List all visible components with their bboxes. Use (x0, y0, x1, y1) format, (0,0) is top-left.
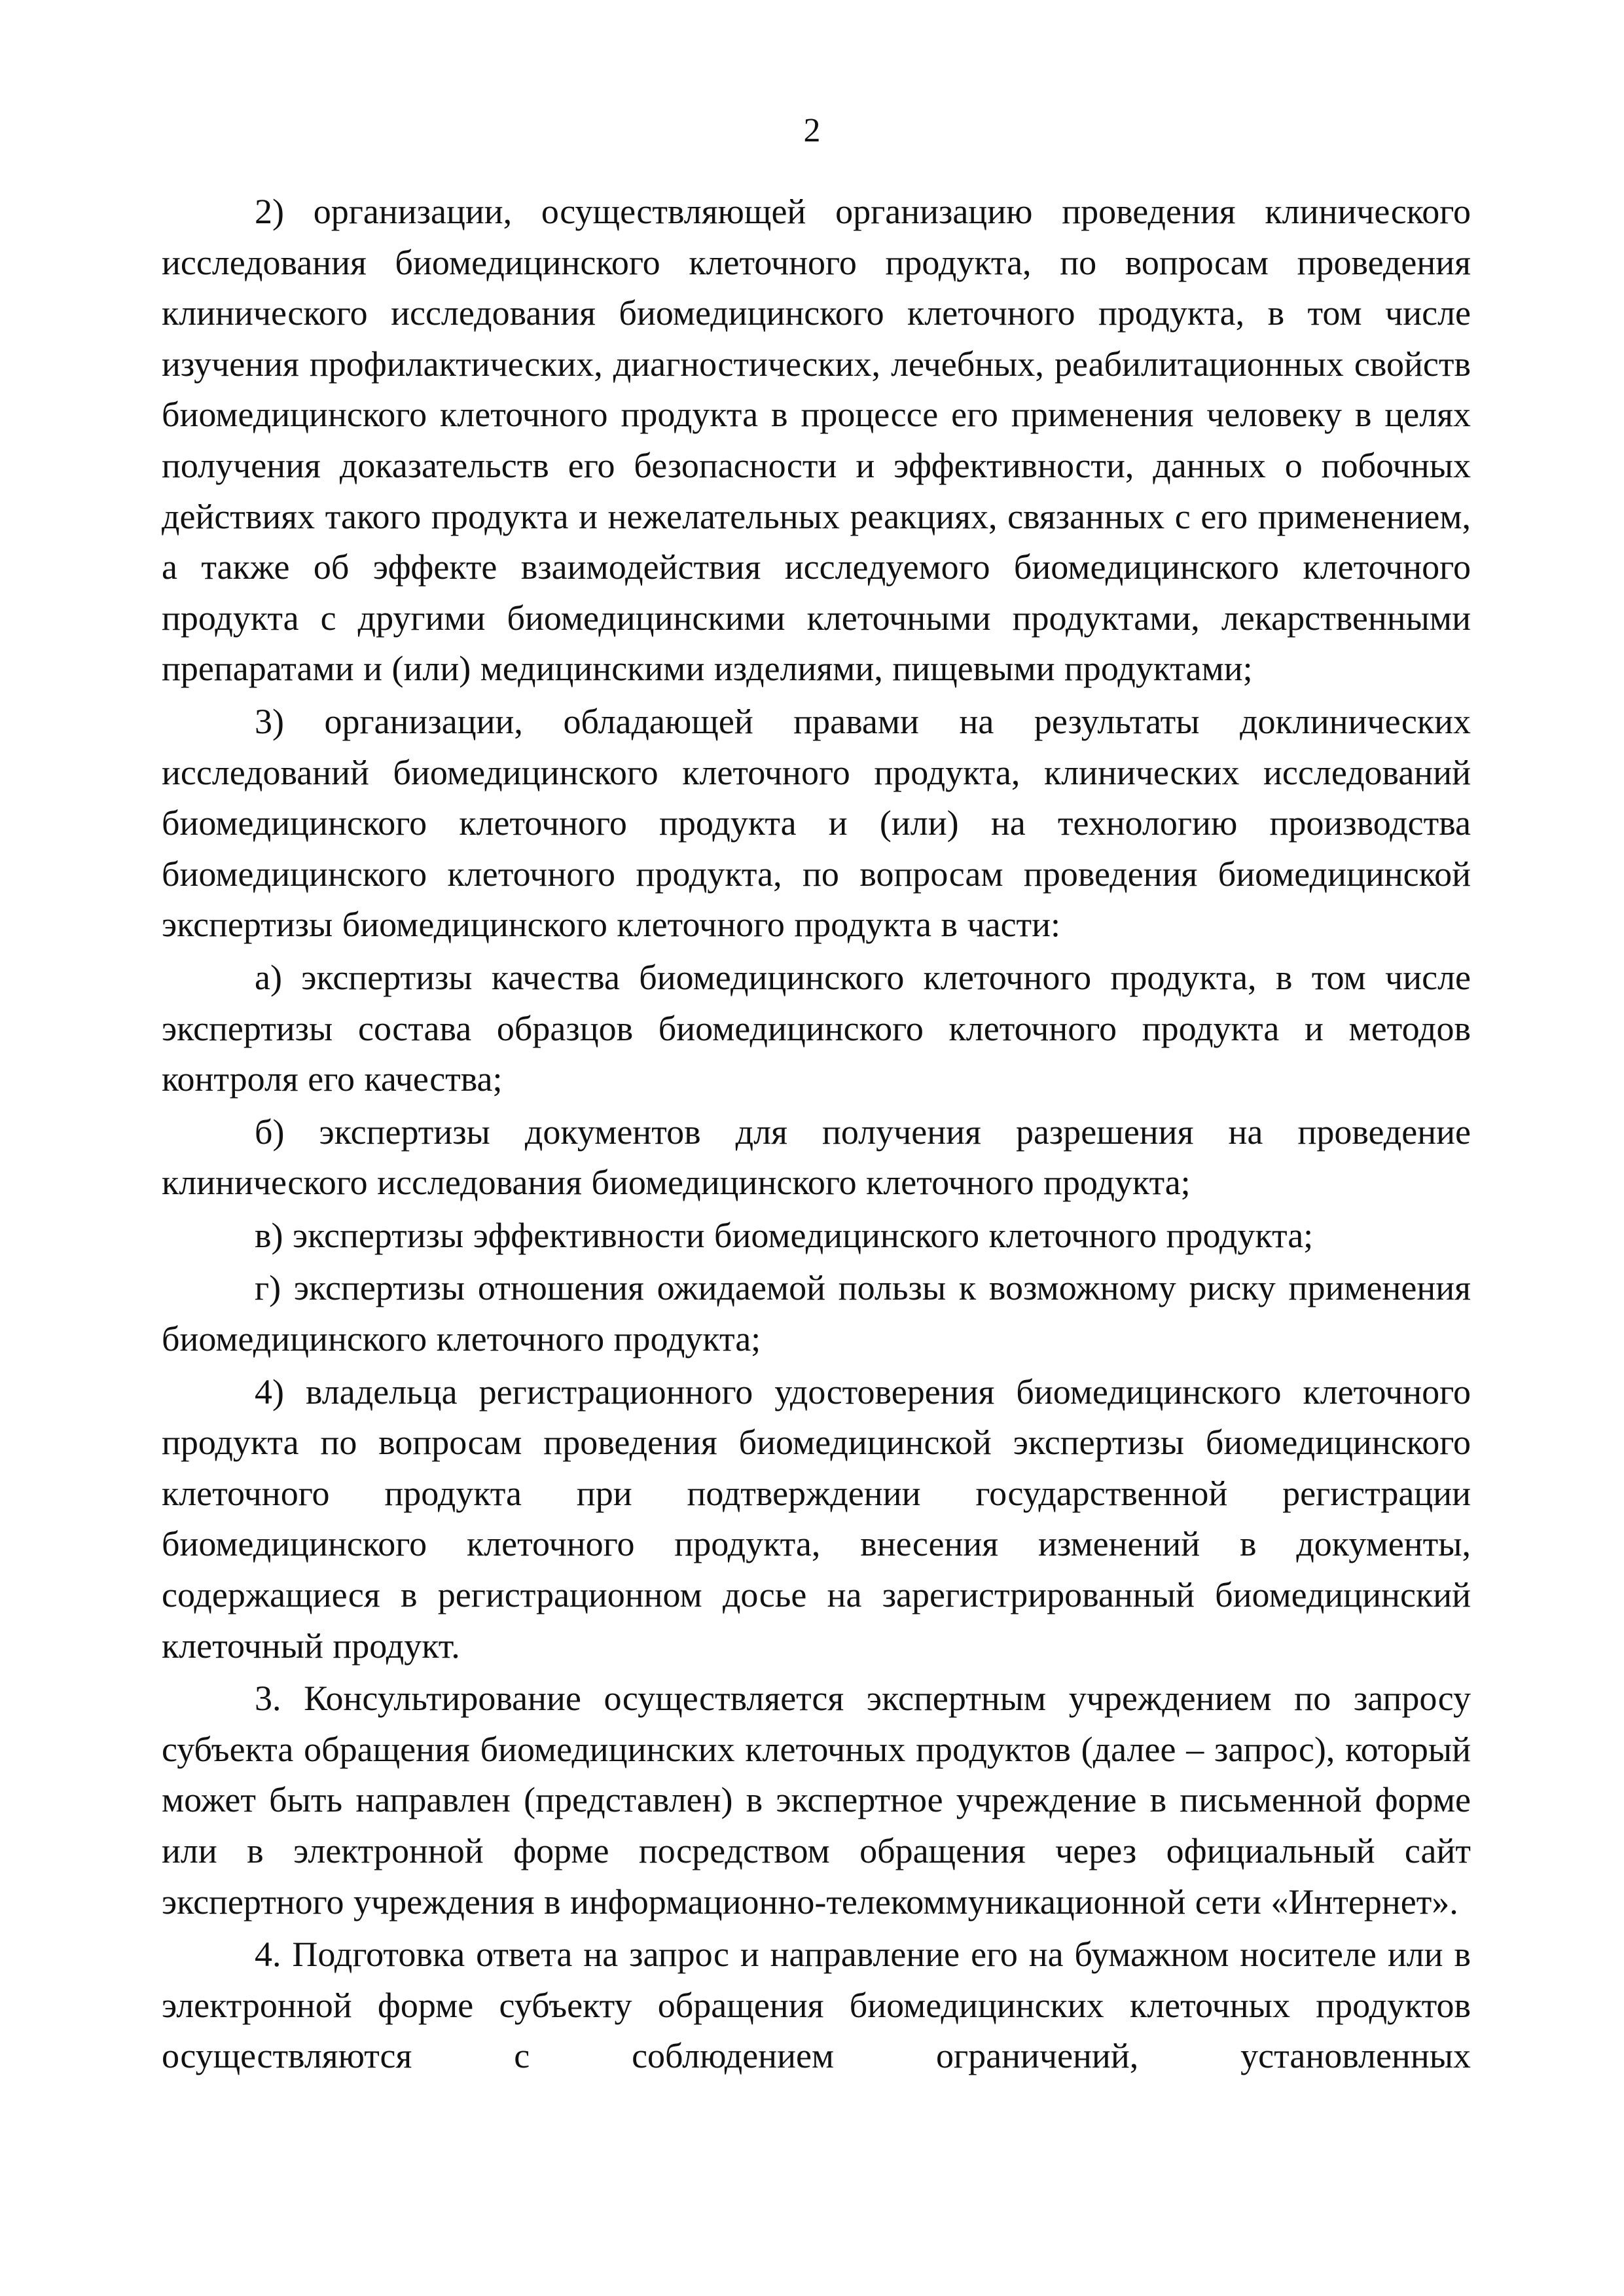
paragraph-subitem-a: а) экспертизы качества биомедицинского клеточного продукта, в том числе экспертизы состава образцов биомедицинского клеточного продукта и методов контроля его качества; (162, 957, 1471, 1099)
paragraph-clause-4: 4. Подготовка ответа на запрос и направление его на бумажном носителе или в электронной форме субъекту обращения биомедицинских клеточных продуктов осуществляются с соблюдением ограничений, установленных (162, 1935, 1471, 2076)
paragraph-item-3: 3) организации, обладающей правами на результаты доклинических исследований биомедицинского клеточного продукта, клинических исследований биомедицинского клеточного продукта и (или) на технологию производства биомедицинского клеточного продукта, по вопросам проведения биомедицинской экспертизы биомедицинского клеточного продукта в части: (162, 701, 1471, 945)
paragraph-subitem-v: в) экспертизы эффективности биомедицинского клеточного продукта; (255, 1215, 1314, 1255)
paragraph-subitem-g: г) экспертизы отношения ожидаемой пользы к возможному риску применения биомедицинского клеточного продукта; (162, 1268, 1471, 1359)
document-body (162, 187, 1471, 2082)
paragraph-subitem-b: б) экспертизы документов для получения разрешения на проведение клинического исследования биомедицинского клеточного продукта; (162, 1112, 1471, 1203)
page-number: 2 (803, 112, 821, 149)
paragraph-clause-3: 3. Консультирование осуществляется экспертным учреждением по запросу субъекта обращения биомедицинских клеточных продуктов (далее – запрос), который может быть направлен (представлен) в экспертное учреждение в письменной форме или в электронной форме посредством обращения через официальный сайт экспертного учреждения в информационно-телекоммуникационной сети «Интернет». (162, 1679, 1471, 1922)
paragraph-item-4: 4) владельца регистрационного удостоверения биомедицинского клеточного продукта по вопросам проведения биомедицинской экспертизы биомедицинского клеточного продукта при подтверждении государственной регистрации биомедицинского клеточного продукта, внесения изменений в документы, содержащиеся в регистрационном досье на зарегистрированный биомедицинский клеточный продукт. (162, 1372, 1471, 1666)
paragraph-item-2: 2) организации, осуществляющей организацию проведения клинического исследования биомедицинского клеточного продукта, по вопросам проведения клинического исследования биомедицинского клеточного продукта, в том числе изучения профилактических, диагностических, лечебных, реабилитационных свойств биомедицинского клеточного продукта в процессе его применения человеку в целях получения доказательств его безопасности и эффективности, данных о побочных действиях такого продукта и нежелательных реакциях, связанных с его применением, а также об эффекте взаимодействия исследуемого биомедицинского клеточного продукта с другими биомедицинскими клеточными продуктами, лекарственными препаратами и (или) медицинскими изделиями, пищевыми продуктами; (162, 192, 1471, 689)
